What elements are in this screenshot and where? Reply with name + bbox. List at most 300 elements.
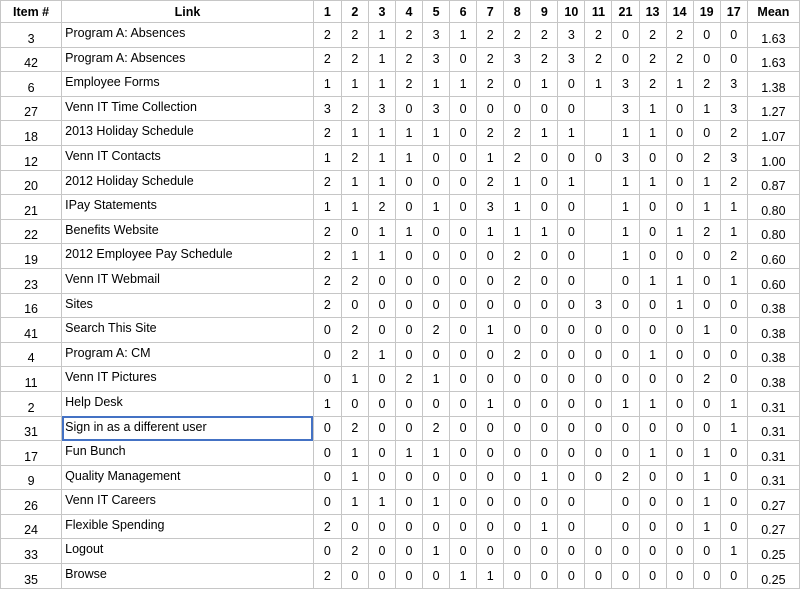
score-cell[interactable]: 0	[341, 514, 368, 539]
score-cell[interactable]: 0	[341, 391, 368, 416]
score-cell[interactable]: 0	[504, 564, 531, 589]
score-cell[interactable]: 0	[313, 490, 341, 515]
header-participant-column[interactable]: 14	[666, 1, 693, 23]
score-cell[interactable]: 0	[666, 318, 693, 343]
score-cell[interactable]: 2	[341, 416, 368, 441]
link-cell[interactable]: 2013 Holiday Schedule	[62, 121, 314, 146]
score-cell[interactable]: 0	[504, 539, 531, 564]
header-participant-column[interactable]: 1	[313, 1, 341, 23]
score-cell[interactable]: 3	[720, 145, 747, 170]
item-number-cell[interactable]: 33	[1, 539, 62, 564]
score-cell[interactable]: 0	[368, 514, 395, 539]
score-cell[interactable]: 1	[693, 195, 720, 220]
score-cell[interactable]: 0	[693, 244, 720, 269]
score-cell[interactable]: 0	[313, 367, 341, 392]
score-cell[interactable]: 1	[423, 539, 450, 564]
score-cell[interactable]: 2	[341, 268, 368, 293]
score-cell[interactable]: 1	[504, 195, 531, 220]
link-cell[interactable]: Browse	[62, 564, 314, 589]
score-cell[interactable]: 0	[531, 391, 558, 416]
score-cell[interactable]: 1	[666, 219, 693, 244]
score-cell[interactable]: 0	[450, 465, 477, 490]
score-cell[interactable]: 0	[504, 367, 531, 392]
item-number-cell[interactable]: 3	[1, 23, 62, 48]
score-cell[interactable]: 0	[450, 391, 477, 416]
score-cell[interactable]: 1	[477, 145, 504, 170]
score-cell[interactable]: 0	[585, 564, 612, 589]
score-cell[interactable]: 2	[423, 416, 450, 441]
score-cell[interactable]: 2	[693, 72, 720, 97]
score-cell[interactable]: 0	[666, 342, 693, 367]
score-cell[interactable]: 1	[423, 72, 450, 97]
score-cell[interactable]: 0	[450, 121, 477, 146]
score-cell[interactable]: 0	[504, 441, 531, 466]
score-cell[interactable]: 0	[585, 367, 612, 392]
score-cell[interactable]: 1	[531, 219, 558, 244]
score-cell[interactable]: 2	[313, 47, 341, 72]
mean-cell[interactable]: 0.31	[747, 441, 799, 466]
score-cell[interactable]: 0	[477, 539, 504, 564]
score-cell[interactable]: 0	[558, 96, 585, 121]
score-cell[interactable]: 1	[666, 293, 693, 318]
score-cell[interactable]: 2	[313, 514, 341, 539]
mean-cell[interactable]: 1.27	[747, 96, 799, 121]
score-cell[interactable]: 0	[531, 342, 558, 367]
score-cell[interactable]: 2	[639, 47, 666, 72]
header-item-number[interactable]: Item #	[1, 1, 62, 23]
score-cell[interactable]: 0	[720, 47, 747, 72]
score-cell[interactable]: 0	[558, 318, 585, 343]
score-cell[interactable]: 0	[585, 441, 612, 466]
score-cell[interactable]: 0	[477, 367, 504, 392]
link-cell[interactable]: Venn IT Careers	[62, 490, 314, 515]
link-cell[interactable]: Sign in as a different user	[62, 416, 314, 441]
score-cell[interactable]: 1	[423, 490, 450, 515]
score-cell[interactable]: 2	[504, 244, 531, 269]
link-cell[interactable]: Fun Bunch	[62, 441, 314, 466]
header-participant-column[interactable]: 11	[585, 1, 612, 23]
score-cell[interactable]: 1	[666, 72, 693, 97]
score-cell[interactable]: 0	[531, 293, 558, 318]
score-cell[interactable]: 0	[585, 539, 612, 564]
score-cell[interactable]: 0	[450, 490, 477, 515]
score-cell[interactable]: 1	[693, 490, 720, 515]
mean-cell[interactable]: 0.38	[747, 293, 799, 318]
link-cell[interactable]: Employee Forms	[62, 72, 314, 97]
score-cell[interactable]: 0	[395, 465, 422, 490]
score-cell[interactable]: 1	[341, 490, 368, 515]
score-cell[interactable]: 0	[585, 145, 612, 170]
score-cell[interactable]: 1	[693, 170, 720, 195]
score-cell[interactable]: 0	[666, 367, 693, 392]
score-cell[interactable]: 1	[639, 342, 666, 367]
score-cell[interactable]: 1	[720, 219, 747, 244]
score-cell[interactable]	[585, 170, 612, 195]
score-cell[interactable]: 0	[531, 244, 558, 269]
score-cell[interactable]: 1	[720, 195, 747, 220]
link-cell[interactable]: Program A: Absences	[62, 47, 314, 72]
score-cell[interactable]: 0	[423, 219, 450, 244]
score-cell[interactable]: 2	[504, 268, 531, 293]
score-cell[interactable]: 0	[639, 564, 666, 589]
score-cell[interactable]: 0	[368, 465, 395, 490]
score-cell[interactable]: 0	[531, 367, 558, 392]
score-cell[interactable]: 2	[313, 121, 341, 146]
score-cell[interactable]: 0	[313, 318, 341, 343]
mean-cell[interactable]: 1.00	[747, 145, 799, 170]
score-cell[interactable]: 0	[720, 514, 747, 539]
score-cell[interactable]: 0	[450, 367, 477, 392]
score-cell[interactable]: 0	[450, 145, 477, 170]
link-cell[interactable]: Help Desk	[62, 391, 314, 416]
item-number-cell[interactable]: 35	[1, 564, 62, 589]
score-cell[interactable]: 0	[720, 490, 747, 515]
score-cell[interactable]: 1	[612, 219, 639, 244]
mean-cell[interactable]: 0.25	[747, 564, 799, 589]
item-number-cell[interactable]: 24	[1, 514, 62, 539]
score-cell[interactable]: 0	[395, 268, 422, 293]
score-cell[interactable]: 0	[585, 465, 612, 490]
score-cell[interactable]: 0	[666, 441, 693, 466]
score-cell[interactable]: 1	[368, 72, 395, 97]
score-cell[interactable]: 0	[395, 170, 422, 195]
score-cell[interactable]: 0	[639, 416, 666, 441]
score-cell[interactable]: 0	[504, 465, 531, 490]
score-cell[interactable]: 0	[450, 96, 477, 121]
score-cell[interactable]: 0	[639, 293, 666, 318]
score-cell[interactable]: 0	[450, 416, 477, 441]
mean-cell[interactable]: 0.80	[747, 195, 799, 220]
score-cell[interactable]: 0	[720, 367, 747, 392]
score-cell[interactable]: 2	[720, 170, 747, 195]
link-cell[interactable]: Sites	[62, 293, 314, 318]
score-cell[interactable]: 0	[450, 342, 477, 367]
score-cell[interactable]: 1	[558, 121, 585, 146]
score-cell[interactable]: 0	[531, 96, 558, 121]
link-cell[interactable]: Venn IT Contacts	[62, 145, 314, 170]
score-cell[interactable]: 0	[693, 47, 720, 72]
mean-cell[interactable]: 0.38	[747, 342, 799, 367]
item-number-cell[interactable]: 16	[1, 293, 62, 318]
score-cell[interactable]: 2	[639, 72, 666, 97]
item-number-cell[interactable]: 6	[1, 72, 62, 97]
mean-cell[interactable]: 0.60	[747, 244, 799, 269]
score-cell[interactable]	[585, 268, 612, 293]
score-cell[interactable]: 0	[313, 465, 341, 490]
item-number-cell[interactable]: 12	[1, 145, 62, 170]
score-cell[interactable]: 1	[531, 121, 558, 146]
score-cell[interactable]	[585, 244, 612, 269]
score-cell[interactable]: 1	[504, 219, 531, 244]
score-cell[interactable]: 0	[612, 47, 639, 72]
item-number-cell[interactable]: 9	[1, 465, 62, 490]
score-cell[interactable]: 0	[395, 318, 422, 343]
score-cell[interactable]: 1	[612, 121, 639, 146]
score-cell[interactable]: 2	[693, 367, 720, 392]
item-number-cell[interactable]: 11	[1, 367, 62, 392]
score-cell[interactable]: 0	[558, 514, 585, 539]
score-cell[interactable]: 1	[639, 121, 666, 146]
score-cell[interactable]: 1	[720, 416, 747, 441]
score-cell[interactable]: 0	[612, 539, 639, 564]
score-cell[interactable]: 0	[693, 23, 720, 48]
score-cell[interactable]: 0	[639, 318, 666, 343]
score-cell[interactable]: 0	[558, 465, 585, 490]
item-number-cell[interactable]: 23	[1, 268, 62, 293]
score-cell[interactable]: 0	[423, 465, 450, 490]
score-cell[interactable]: 3	[504, 47, 531, 72]
score-cell[interactable]: 2	[504, 145, 531, 170]
score-cell[interactable]: 0	[450, 539, 477, 564]
item-number-cell[interactable]: 20	[1, 170, 62, 195]
score-cell[interactable]: 0	[450, 244, 477, 269]
score-cell[interactable]: 0	[558, 342, 585, 367]
score-cell[interactable]: 0	[720, 564, 747, 589]
score-cell[interactable]: 1	[639, 391, 666, 416]
item-number-cell[interactable]: 27	[1, 96, 62, 121]
score-cell[interactable]: 2	[341, 47, 368, 72]
score-cell[interactable]: 1	[395, 441, 422, 466]
score-cell[interactable]: 0	[504, 96, 531, 121]
score-cell[interactable]: 0	[558, 564, 585, 589]
score-cell[interactable]: 0	[450, 47, 477, 72]
mean-cell[interactable]: 0.31	[747, 465, 799, 490]
score-cell[interactable]: 0	[558, 268, 585, 293]
score-cell[interactable]: 0	[612, 318, 639, 343]
score-cell[interactable]: 1	[395, 145, 422, 170]
score-cell[interactable]: 0	[558, 391, 585, 416]
header-participant-column[interactable]: 6	[450, 1, 477, 23]
score-cell[interactable]: 2	[504, 121, 531, 146]
score-cell[interactable]: 0	[666, 170, 693, 195]
score-cell[interactable]: 2	[395, 72, 422, 97]
mean-cell[interactable]: 0.80	[747, 219, 799, 244]
score-cell[interactable]: 0	[395, 391, 422, 416]
score-cell[interactable]: 0	[395, 514, 422, 539]
mean-cell[interactable]: 0.27	[747, 514, 799, 539]
mean-cell[interactable]: 0.38	[747, 318, 799, 343]
score-cell[interactable]: 0	[558, 416, 585, 441]
score-cell[interactable]: 2	[666, 23, 693, 48]
score-cell[interactable]: 1	[693, 318, 720, 343]
link-cell[interactable]: Quality Management	[62, 465, 314, 490]
score-cell[interactable]: 0	[477, 268, 504, 293]
item-number-cell[interactable]: 2	[1, 391, 62, 416]
score-cell[interactable]: 0	[639, 219, 666, 244]
score-cell[interactable]: 0	[423, 514, 450, 539]
score-cell[interactable]: 3	[720, 72, 747, 97]
score-cell[interactable]: 1	[693, 96, 720, 121]
score-cell[interactable]: 1	[639, 441, 666, 466]
score-cell[interactable]: 0	[666, 465, 693, 490]
score-cell[interactable]: 1	[477, 391, 504, 416]
score-cell[interactable]: 0	[504, 293, 531, 318]
score-cell[interactable]: 0	[639, 514, 666, 539]
score-cell[interactable]: 0	[504, 72, 531, 97]
score-cell[interactable]: 3	[368, 96, 395, 121]
score-cell[interactable]: 0	[666, 564, 693, 589]
score-cell[interactable]: 0	[612, 564, 639, 589]
score-cell[interactable]: 1	[313, 145, 341, 170]
score-cell[interactable]: 1	[720, 391, 747, 416]
score-cell[interactable]: 2	[477, 47, 504, 72]
score-cell[interactable]: 1	[666, 268, 693, 293]
mean-cell[interactable]: 0.27	[747, 490, 799, 515]
score-cell[interactable]: 1	[341, 195, 368, 220]
score-cell[interactable]: 1	[368, 490, 395, 515]
score-cell[interactable]: 0	[585, 318, 612, 343]
score-cell[interactable]: 1	[531, 465, 558, 490]
score-cell[interactable]: 0	[531, 268, 558, 293]
score-cell[interactable]: 0	[531, 195, 558, 220]
score-cell[interactable]: 0	[313, 441, 341, 466]
score-cell[interactable]: 0	[477, 244, 504, 269]
score-cell[interactable]: 3	[313, 96, 341, 121]
score-cell[interactable]: 1	[368, 244, 395, 269]
mean-cell[interactable]: 1.07	[747, 121, 799, 146]
score-cell[interactable]: 2	[477, 23, 504, 48]
score-cell[interactable]: 0	[558, 219, 585, 244]
score-cell[interactable]: 0	[558, 244, 585, 269]
score-cell[interactable]: 0	[531, 490, 558, 515]
score-cell[interactable]: 0	[504, 391, 531, 416]
score-cell[interactable]: 3	[477, 195, 504, 220]
score-cell[interactable]: 0	[395, 564, 422, 589]
score-cell[interactable]: 0	[395, 195, 422, 220]
score-cell[interactable]: 0	[531, 416, 558, 441]
score-cell[interactable]: 1	[504, 170, 531, 195]
score-cell[interactable]: 1	[395, 121, 422, 146]
score-cell[interactable]: 2	[313, 219, 341, 244]
score-cell[interactable]: 0	[450, 195, 477, 220]
score-cell[interactable]: 0	[395, 293, 422, 318]
score-cell[interactable]: 0	[720, 318, 747, 343]
score-cell[interactable]: 0	[531, 170, 558, 195]
link-cell[interactable]: Program A: CM	[62, 342, 314, 367]
score-cell[interactable]: 2	[341, 96, 368, 121]
score-cell[interactable]: 2	[395, 47, 422, 72]
score-cell[interactable]: 2	[612, 465, 639, 490]
header-participant-column[interactable]: 5	[423, 1, 450, 23]
score-cell[interactable]: 2	[423, 318, 450, 343]
header-participant-column[interactable]: 10	[558, 1, 585, 23]
score-cell[interactable]: 0	[368, 391, 395, 416]
score-cell[interactable]: 1	[558, 170, 585, 195]
score-cell[interactable]: 0	[693, 342, 720, 367]
link-cell[interactable]: 2012 Holiday Schedule	[62, 170, 314, 195]
score-cell[interactable]: 2	[341, 342, 368, 367]
score-cell[interactable]: 0	[368, 416, 395, 441]
score-cell[interactable]: 0	[612, 23, 639, 48]
score-cell[interactable]: 0	[558, 367, 585, 392]
score-cell[interactable]: 2	[693, 145, 720, 170]
score-cell[interactable]: 0	[450, 441, 477, 466]
score-cell[interactable]: 1	[693, 441, 720, 466]
score-cell[interactable]: 2	[477, 170, 504, 195]
score-cell[interactable]: 1	[477, 219, 504, 244]
score-cell[interactable]: 1	[313, 195, 341, 220]
score-cell[interactable]: 2	[504, 23, 531, 48]
link-cell[interactable]: Venn IT Webmail	[62, 268, 314, 293]
header-participant-column[interactable]: 3	[368, 1, 395, 23]
score-cell[interactable]: 1	[639, 170, 666, 195]
score-cell[interactable]: 0	[341, 293, 368, 318]
score-cell[interactable]: 0	[368, 367, 395, 392]
score-cell[interactable]: 1	[531, 514, 558, 539]
link-cell[interactable]: Program A: Absences	[62, 23, 314, 48]
link-cell[interactable]: 2012 Employee Pay Schedule	[62, 244, 314, 269]
score-cell[interactable]: 3	[612, 145, 639, 170]
score-cell[interactable]: 1	[693, 514, 720, 539]
score-cell[interactable]: 2	[585, 23, 612, 48]
header-participant-column[interactable]: 19	[693, 1, 720, 23]
score-cell[interactable]: 1	[395, 219, 422, 244]
header-participant-column[interactable]: 13	[639, 1, 666, 23]
score-cell[interactable]: 0	[395, 490, 422, 515]
score-cell[interactable]: 0	[368, 268, 395, 293]
score-cell[interactable]: 0	[666, 145, 693, 170]
score-cell[interactable]: 0	[504, 490, 531, 515]
score-cell[interactable]: 2	[313, 170, 341, 195]
score-cell[interactable]: 2	[693, 219, 720, 244]
score-cell[interactable]: 0	[720, 441, 747, 466]
score-cell[interactable]: 0	[720, 342, 747, 367]
score-cell[interactable]: 2	[313, 23, 341, 48]
score-cell[interactable]: 0	[531, 539, 558, 564]
mean-cell[interactable]: 0.87	[747, 170, 799, 195]
score-cell[interactable]: 0	[504, 318, 531, 343]
score-cell[interactable]: 0	[477, 293, 504, 318]
score-cell[interactable]: 2	[639, 23, 666, 48]
score-cell[interactable]: 0	[477, 441, 504, 466]
header-mean[interactable]: Mean	[747, 1, 799, 23]
score-cell[interactable]	[585, 490, 612, 515]
score-cell[interactable]: 2	[341, 145, 368, 170]
score-cell[interactable]	[585, 121, 612, 146]
score-cell[interactable]: 3	[612, 72, 639, 97]
score-cell[interactable]: 0	[477, 465, 504, 490]
score-cell[interactable]: 0	[477, 342, 504, 367]
link-cell[interactable]: Flexible Spending	[62, 514, 314, 539]
header-participant-column[interactable]: 8	[504, 1, 531, 23]
score-cell[interactable]: 0	[666, 195, 693, 220]
score-cell[interactable]: 1	[368, 170, 395, 195]
score-cell[interactable]: 1	[368, 47, 395, 72]
score-cell[interactable]: 3	[720, 96, 747, 121]
header-participant-column[interactable]: 9	[531, 1, 558, 23]
link-cell[interactable]: Search This Site	[62, 318, 314, 343]
score-cell[interactable]: 0	[341, 219, 368, 244]
item-number-cell[interactable]: 17	[1, 441, 62, 466]
score-cell[interactable]: 0	[423, 170, 450, 195]
score-cell[interactable]: 0	[423, 564, 450, 589]
score-cell[interactable]: 0	[313, 539, 341, 564]
score-cell[interactable]: 0	[531, 564, 558, 589]
score-cell[interactable]: 2	[720, 244, 747, 269]
score-cell[interactable]: 3	[612, 96, 639, 121]
score-cell[interactable]: 0	[423, 391, 450, 416]
score-cell[interactable]: 0	[720, 293, 747, 318]
item-number-cell[interactable]: 26	[1, 490, 62, 515]
score-cell[interactable]: 0	[666, 96, 693, 121]
score-cell[interactable]: 0	[450, 219, 477, 244]
header-participant-column[interactable]: 7	[477, 1, 504, 23]
score-cell[interactable]: 1	[612, 244, 639, 269]
score-cell[interactable]: 1	[341, 441, 368, 466]
score-cell[interactable]: 1	[612, 170, 639, 195]
score-cell[interactable]: 1	[477, 318, 504, 343]
score-cell[interactable]: 0	[693, 416, 720, 441]
